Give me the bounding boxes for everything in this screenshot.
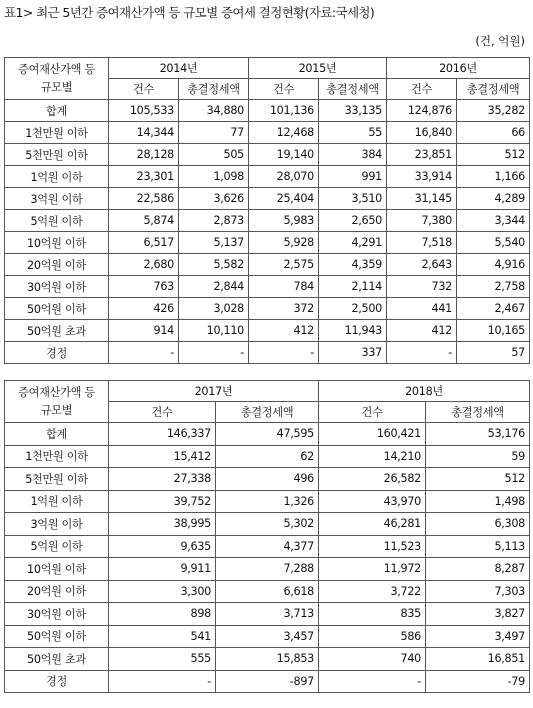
- count-cell: 105,533: [109, 100, 179, 122]
- table-row: [5, 342, 530, 364]
- row-label: 경정: [5, 670, 109, 693]
- count-cell: 14,210: [319, 445, 426, 468]
- row-label: 합계: [5, 423, 109, 446]
- count-header: 건수: [387, 79, 457, 100]
- tax-cell: 7,288: [216, 558, 319, 581]
- count-cell: 412: [387, 320, 457, 342]
- tax-cell: 1,326: [216, 490, 319, 513]
- tax-cell: 35,282: [457, 100, 530, 122]
- count-cell: 3,300: [109, 580, 216, 603]
- row-label: 3억원 이하: [5, 188, 109, 210]
- row-label: 1천만원 이하: [5, 445, 109, 468]
- count-cell: 914: [109, 320, 179, 342]
- year-header: 2017년: [109, 381, 319, 402]
- count-cell: 160,421: [319, 423, 426, 446]
- count-cell: 11,523: [319, 535, 426, 558]
- tax-cell: 16,851: [426, 648, 530, 671]
- count-cell: 23,301: [109, 166, 179, 188]
- tax-cell: 2,844: [179, 276, 249, 298]
- row-label: 경정: [5, 342, 109, 364]
- count-cell: 28,128: [109, 144, 179, 166]
- tax-cell: 5,582: [179, 254, 249, 276]
- tax-cell: 11,943: [319, 320, 387, 342]
- year-header: 2018년: [319, 381, 530, 402]
- tax-cell: 5,137: [179, 232, 249, 254]
- count-cell: 46,281: [319, 513, 426, 536]
- count-header: 건수: [249, 79, 319, 100]
- count-cell: 19,140: [249, 144, 319, 166]
- count-cell: 898: [109, 603, 216, 626]
- year-header: 2015년: [249, 58, 387, 79]
- tax-cell: 6,308: [426, 513, 530, 536]
- year-header: 2016년: [387, 58, 530, 79]
- tax-header: 총결정세액: [319, 79, 387, 100]
- tax-cell: 4,916: [457, 254, 530, 276]
- table-row: [5, 535, 530, 558]
- tax-cell: 991: [319, 166, 387, 188]
- count-cell: 5,983: [249, 210, 319, 232]
- count-cell: -: [387, 342, 457, 364]
- tax-cell: 4,289: [457, 188, 530, 210]
- tax-cell: 33,135: [319, 100, 387, 122]
- tax-cell: -897: [216, 670, 319, 693]
- count-header: 건수: [109, 402, 216, 423]
- tax-cell: -79: [426, 670, 530, 693]
- tax-cell: 505: [179, 144, 249, 166]
- row-label: 5억원 이하: [5, 535, 109, 558]
- tax-cell: 62: [216, 445, 319, 468]
- count-cell: 426: [109, 298, 179, 320]
- count-cell: 39,752: [109, 490, 216, 513]
- count-cell: 11,972: [319, 558, 426, 581]
- tax-cell: 4,359: [319, 254, 387, 276]
- tax-cell: 55: [319, 122, 387, 144]
- count-header: 건수: [319, 402, 426, 423]
- tax-cell: 3,713: [216, 603, 319, 626]
- count-cell: -: [249, 342, 319, 364]
- table-row: [5, 298, 530, 320]
- tax-cell: 8,287: [426, 558, 530, 581]
- tax-cell: 53,176: [426, 423, 530, 446]
- tax-cell: 7,303: [426, 580, 530, 603]
- row-label: 10억원 이하: [5, 232, 109, 254]
- count-cell: 5,928: [249, 232, 319, 254]
- tax-cell: 4,377: [216, 535, 319, 558]
- tax-cell: 3,497: [426, 625, 530, 648]
- count-cell: 763: [109, 276, 179, 298]
- tax-cell: 2,758: [457, 276, 530, 298]
- count-cell: -: [109, 670, 216, 693]
- row-label: 1억원 이하: [5, 490, 109, 513]
- tax-cell: 512: [457, 144, 530, 166]
- row-label: 50억원 초과: [5, 648, 109, 671]
- table-row: [5, 144, 530, 166]
- count-cell: 15,412: [109, 445, 216, 468]
- count-cell: 6,517: [109, 232, 179, 254]
- table-row: [5, 188, 530, 210]
- count-header: 건수: [109, 79, 179, 100]
- tax-cell: 3,626: [179, 188, 249, 210]
- row-label-line1: 증여재산가액 등: [18, 62, 95, 76]
- count-cell: 7,380: [387, 210, 457, 232]
- tax-header: 총결정세액: [216, 402, 319, 423]
- row-label: 5천만원 이하: [5, 468, 109, 491]
- tax-header: 총결정세액: [457, 79, 530, 100]
- tax-cell: 66: [457, 122, 530, 144]
- count-cell: 2,643: [387, 254, 457, 276]
- document-title: 표1> 최근 5년간 증여재산가액 등 규모별 증여세 결정현황(자료:국세청): [4, 5, 375, 20]
- tax-cell: 496: [216, 468, 319, 491]
- tax-cell: 34,880: [179, 100, 249, 122]
- table-row: [5, 648, 530, 671]
- gift-tax-table-2017-2018: [4, 380, 530, 693]
- table-row: [5, 490, 530, 513]
- tax-cell: 59: [426, 445, 530, 468]
- table-row: [5, 445, 530, 468]
- tax-cell: 5,540: [457, 232, 530, 254]
- row-label: 20억원 이하: [5, 254, 109, 276]
- row-label: 3억원 이하: [5, 513, 109, 536]
- tax-cell: 384: [319, 144, 387, 166]
- tax-cell: 1,498: [426, 490, 530, 513]
- table-row: [5, 670, 530, 693]
- count-cell: 28,070: [249, 166, 319, 188]
- tax-cell: 4,291: [319, 232, 387, 254]
- count-cell: 14,344: [109, 122, 179, 144]
- table-row: [5, 320, 530, 342]
- table-row: [5, 276, 530, 298]
- tax-cell: 2,114: [319, 276, 387, 298]
- row-label: 50억원 초과: [5, 320, 109, 342]
- count-cell: 26,582: [319, 468, 426, 491]
- row-label: 합계: [5, 100, 109, 122]
- row-label-line2: 규모별: [40, 80, 73, 94]
- tax-cell: 10,110: [179, 320, 249, 342]
- tax-cell: 77: [179, 122, 249, 144]
- count-cell: -: [109, 342, 179, 364]
- count-cell: 25,404: [249, 188, 319, 210]
- count-cell: 43,970: [319, 490, 426, 513]
- count-cell: 38,995: [109, 513, 216, 536]
- tax-cell: 3,344: [457, 210, 530, 232]
- table-row: [5, 232, 530, 254]
- count-cell: 3,722: [319, 580, 426, 603]
- row-label: 1천만원 이하: [5, 122, 109, 144]
- tax-cell: 10,165: [457, 320, 530, 342]
- table-row: [5, 166, 530, 188]
- tax-cell: -: [179, 342, 249, 364]
- tax-cell: 3,457: [216, 625, 319, 648]
- tax-cell: 337: [319, 342, 387, 364]
- count-cell: 784: [249, 276, 319, 298]
- count-cell: 7,518: [387, 232, 457, 254]
- count-cell: 441: [387, 298, 457, 320]
- count-cell: 372: [249, 298, 319, 320]
- unit-label: (건, 억원): [475, 34, 525, 48]
- count-cell: 2,680: [109, 254, 179, 276]
- tax-cell: 3,510: [319, 188, 387, 210]
- tax-cell: 1,098: [179, 166, 249, 188]
- table-row: [5, 210, 530, 232]
- tax-cell: 3,827: [426, 603, 530, 626]
- count-cell: -: [319, 670, 426, 693]
- tax-cell: 512: [426, 468, 530, 491]
- row-label: 10억원 이하: [5, 558, 109, 581]
- count-cell: 101,136: [249, 100, 319, 122]
- tax-header: 총결정세액: [426, 402, 530, 423]
- count-cell: 146,337: [109, 423, 216, 446]
- table-row: [5, 254, 530, 276]
- year-header: 2014년: [109, 58, 249, 79]
- count-cell: 9,911: [109, 558, 216, 581]
- tax-cell: 2,500: [319, 298, 387, 320]
- count-cell: 33,914: [387, 166, 457, 188]
- count-cell: 586: [319, 625, 426, 648]
- table-row: [5, 513, 530, 536]
- tax-cell: 2,650: [319, 210, 387, 232]
- count-cell: 12,468: [249, 122, 319, 144]
- count-cell: 31,145: [387, 188, 457, 210]
- count-cell: 9,635: [109, 535, 216, 558]
- tax-cell: 1,166: [457, 166, 530, 188]
- tax-cell: 15,853: [216, 648, 319, 671]
- tax-cell: 3,028: [179, 298, 249, 320]
- tax-cell: 5,113: [426, 535, 530, 558]
- row-label-header: [5, 58, 109, 100]
- count-cell: 27,338: [109, 468, 216, 491]
- table-row: [5, 423, 530, 446]
- row-label: 30억원 이하: [5, 603, 109, 626]
- row-label-header: [5, 381, 109, 423]
- tax-cell: 47,595: [216, 423, 319, 446]
- tax-header: 총결정세액: [179, 79, 249, 100]
- table-row: [5, 558, 530, 581]
- gift-tax-table-2014-2016: [4, 57, 530, 364]
- year-header-row: [5, 381, 530, 402]
- count-cell: 835: [319, 603, 426, 626]
- row-label: 5억원 이하: [5, 210, 109, 232]
- table-row: [5, 468, 530, 491]
- row-label: 50억원 이하: [5, 298, 109, 320]
- count-cell: 16,840: [387, 122, 457, 144]
- tax-cell: 2,467: [457, 298, 530, 320]
- table-row: [5, 603, 530, 626]
- row-label: 30억원 이하: [5, 276, 109, 298]
- count-cell: 732: [387, 276, 457, 298]
- row-label: 1억원 이하: [5, 166, 109, 188]
- tax-cell: 57: [457, 342, 530, 364]
- row-label-line2: 규모별: [40, 403, 73, 417]
- row-label: 20억원 이하: [5, 580, 109, 603]
- table-row: [5, 625, 530, 648]
- count-cell: 740: [319, 648, 426, 671]
- count-cell: 2,575: [249, 254, 319, 276]
- tax-cell: 6,618: [216, 580, 319, 603]
- table-row: [5, 580, 530, 603]
- row-label: 50억원 이하: [5, 625, 109, 648]
- count-cell: 22,586: [109, 188, 179, 210]
- count-cell: 23,851: [387, 144, 457, 166]
- year-header-row: [5, 58, 530, 79]
- count-cell: 5,874: [109, 210, 179, 232]
- count-cell: 555: [109, 648, 216, 671]
- tax-cell: 2,873: [179, 210, 249, 232]
- table-row: [5, 100, 530, 122]
- row-label-line1: 증여재산가액 등: [18, 385, 95, 399]
- count-cell: 412: [249, 320, 319, 342]
- count-cell: 541: [109, 625, 216, 648]
- tax-cell: 5,302: [216, 513, 319, 536]
- table-row: [5, 122, 530, 144]
- row-label: 5천만원 이하: [5, 144, 109, 166]
- count-cell: 124,876: [387, 100, 457, 122]
